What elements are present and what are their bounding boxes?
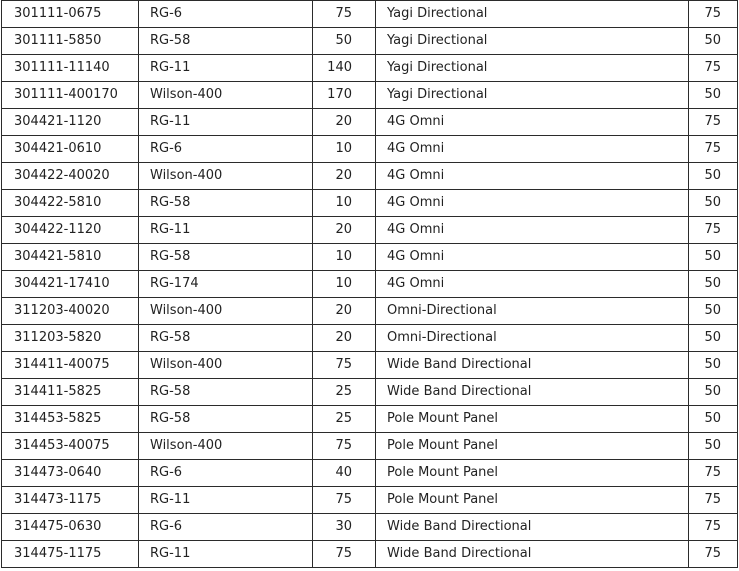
impedance-cell: 50 bbox=[689, 433, 738, 460]
cable-type-cell: RG-11 bbox=[139, 217, 313, 244]
cable-length-cell: 30 bbox=[313, 514, 376, 541]
cable-length-cell: 75 bbox=[313, 487, 376, 514]
part-number-cell: 301111-11140 bbox=[2, 55, 139, 82]
table-row bbox=[2, 325, 738, 352]
impedance-cell: 50 bbox=[689, 28, 738, 55]
table-row bbox=[2, 163, 738, 190]
cable-length-cell: 170 bbox=[313, 82, 376, 109]
table-row bbox=[2, 541, 738, 568]
cable-type-cell: RG-11 bbox=[139, 109, 313, 136]
cable-length-cell: 50 bbox=[313, 28, 376, 55]
antenna-type-cell: 4G Omni bbox=[376, 271, 689, 298]
antenna-type-cell: Omni-Directional bbox=[376, 298, 689, 325]
cable-type-cell: Wilson-400 bbox=[139, 433, 313, 460]
antenna-type-cell: Pole Mount Panel bbox=[376, 460, 689, 487]
cable-antenna-table bbox=[1, 0, 738, 568]
antenna-type-cell: Yagi Directional bbox=[376, 1, 689, 28]
part-number-cell: 304421-0610 bbox=[2, 136, 139, 163]
table-row bbox=[2, 28, 738, 55]
impedance-cell: 75 bbox=[689, 109, 738, 136]
cable-length-cell: 25 bbox=[313, 379, 376, 406]
cable-type-cell: RG-58 bbox=[139, 190, 313, 217]
impedance-cell: 75 bbox=[689, 55, 738, 82]
table-row bbox=[2, 244, 738, 271]
antenna-type-cell: Yagi Directional bbox=[376, 55, 689, 82]
part-number-cell: 314475-0630 bbox=[2, 514, 139, 541]
table-row bbox=[2, 460, 738, 487]
cable-length-cell: 25 bbox=[313, 406, 376, 433]
part-number-cell: 304421-5810 bbox=[2, 244, 139, 271]
cable-length-cell: 75 bbox=[313, 541, 376, 568]
table-row bbox=[2, 271, 738, 298]
antenna-type-cell: Wide Band Directional bbox=[376, 541, 689, 568]
cable-type-cell: Wilson-400 bbox=[139, 163, 313, 190]
antenna-type-cell: 4G Omni bbox=[376, 163, 689, 190]
cable-type-cell: Wilson-400 bbox=[139, 352, 313, 379]
cable-length-cell: 20 bbox=[313, 109, 376, 136]
antenna-type-cell: Pole Mount Panel bbox=[376, 487, 689, 514]
part-number-cell: 304421-1120 bbox=[2, 109, 139, 136]
impedance-cell: 50 bbox=[689, 325, 738, 352]
antenna-type-cell: Pole Mount Panel bbox=[376, 406, 689, 433]
part-number-cell: 304421-17410 bbox=[2, 271, 139, 298]
part-number-cell: 314411-40075 bbox=[2, 352, 139, 379]
cable-type-cell: RG-58 bbox=[139, 28, 313, 55]
impedance-cell: 50 bbox=[689, 82, 738, 109]
part-number-cell: 314453-40075 bbox=[2, 433, 139, 460]
cable-type-cell: RG-11 bbox=[139, 487, 313, 514]
antenna-type-cell: 4G Omni bbox=[376, 217, 689, 244]
table-row bbox=[2, 109, 738, 136]
antenna-type-cell: Wide Band Directional bbox=[376, 352, 689, 379]
cable-length-cell: 140 bbox=[313, 55, 376, 82]
table-row bbox=[2, 190, 738, 217]
cable-length-cell: 10 bbox=[313, 190, 376, 217]
impedance-cell: 50 bbox=[689, 406, 738, 433]
cable-length-cell: 40 bbox=[313, 460, 376, 487]
table-row bbox=[2, 82, 738, 109]
antenna-type-cell: 4G Omni bbox=[376, 244, 689, 271]
impedance-cell: 50 bbox=[689, 298, 738, 325]
antenna-type-cell: Omni-Directional bbox=[376, 325, 689, 352]
impedance-cell: 75 bbox=[689, 541, 738, 568]
table-row bbox=[2, 514, 738, 541]
impedance-cell: 75 bbox=[689, 1, 738, 28]
antenna-type-cell: Yagi Directional bbox=[376, 28, 689, 55]
cable-type-cell: RG-6 bbox=[139, 460, 313, 487]
impedance-cell: 75 bbox=[689, 217, 738, 244]
part-number-cell: 301111-0675 bbox=[2, 1, 139, 28]
part-number-cell: 304422-40020 bbox=[2, 163, 139, 190]
impedance-cell: 75 bbox=[689, 514, 738, 541]
cable-type-cell: RG-6 bbox=[139, 514, 313, 541]
impedance-cell: 50 bbox=[689, 163, 738, 190]
part-number-cell: 311203-40020 bbox=[2, 298, 139, 325]
cable-length-cell: 10 bbox=[313, 136, 376, 163]
cable-length-cell: 20 bbox=[313, 217, 376, 244]
cable-length-cell: 20 bbox=[313, 163, 376, 190]
impedance-cell: 50 bbox=[689, 271, 738, 298]
impedance-cell: 50 bbox=[689, 379, 738, 406]
cable-type-cell: Wilson-400 bbox=[139, 298, 313, 325]
part-number-cell: 314411-5825 bbox=[2, 379, 139, 406]
part-number-cell: 301111-5850 bbox=[2, 28, 139, 55]
table-row bbox=[2, 298, 738, 325]
cable-length-cell: 75 bbox=[313, 352, 376, 379]
antenna-type-cell: Pole Mount Panel bbox=[376, 433, 689, 460]
cable-length-cell: 75 bbox=[313, 1, 376, 28]
impedance-cell: 75 bbox=[689, 487, 738, 514]
antenna-type-cell: 4G Omni bbox=[376, 136, 689, 163]
cable-type-cell: RG-58 bbox=[139, 406, 313, 433]
table-row bbox=[2, 55, 738, 82]
table-row bbox=[2, 1, 738, 28]
table-row bbox=[2, 487, 738, 514]
impedance-cell: 50 bbox=[689, 190, 738, 217]
antenna-type-cell: Yagi Directional bbox=[376, 82, 689, 109]
part-number-cell: 304422-1120 bbox=[2, 217, 139, 244]
cable-length-cell: 20 bbox=[313, 325, 376, 352]
antenna-type-cell: Wide Band Directional bbox=[376, 379, 689, 406]
part-number-cell: 304422-5810 bbox=[2, 190, 139, 217]
cable-type-cell: RG-58 bbox=[139, 379, 313, 406]
table-row bbox=[2, 217, 738, 244]
table-row bbox=[2, 136, 738, 163]
cable-type-cell: RG-6 bbox=[139, 136, 313, 163]
part-number-cell: 314473-1175 bbox=[2, 487, 139, 514]
antenna-type-cell: 4G Omni bbox=[376, 190, 689, 217]
impedance-cell: 50 bbox=[689, 244, 738, 271]
part-number-cell: 314473-0640 bbox=[2, 460, 139, 487]
part-number-cell: 314475-1175 bbox=[2, 541, 139, 568]
antenna-type-cell: 4G Omni bbox=[376, 109, 689, 136]
cable-type-cell: Wilson-400 bbox=[139, 82, 313, 109]
impedance-cell: 75 bbox=[689, 136, 738, 163]
part-number-cell: 301111-400170 bbox=[2, 82, 139, 109]
cable-type-cell: RG-58 bbox=[139, 325, 313, 352]
part-number-cell: 311203-5820 bbox=[2, 325, 139, 352]
cable-type-cell: RG-11 bbox=[139, 55, 313, 82]
cable-type-cell: RG-6 bbox=[139, 1, 313, 28]
cable-type-cell: RG-58 bbox=[139, 244, 313, 271]
cable-length-cell: 20 bbox=[313, 298, 376, 325]
cable-length-cell: 10 bbox=[313, 271, 376, 298]
table-row bbox=[2, 406, 738, 433]
table-row bbox=[2, 352, 738, 379]
table-row bbox=[2, 379, 738, 406]
table-row bbox=[2, 433, 738, 460]
cable-type-cell: RG-11 bbox=[139, 541, 313, 568]
impedance-cell: 75 bbox=[689, 460, 738, 487]
table-body bbox=[2, 1, 738, 568]
impedance-cell: 50 bbox=[689, 352, 738, 379]
cable-length-cell: 10 bbox=[313, 244, 376, 271]
part-number-cell: 314453-5825 bbox=[2, 406, 139, 433]
antenna-type-cell: Wide Band Directional bbox=[376, 514, 689, 541]
cable-type-cell: RG-174 bbox=[139, 271, 313, 298]
cable-length-cell: 75 bbox=[313, 433, 376, 460]
